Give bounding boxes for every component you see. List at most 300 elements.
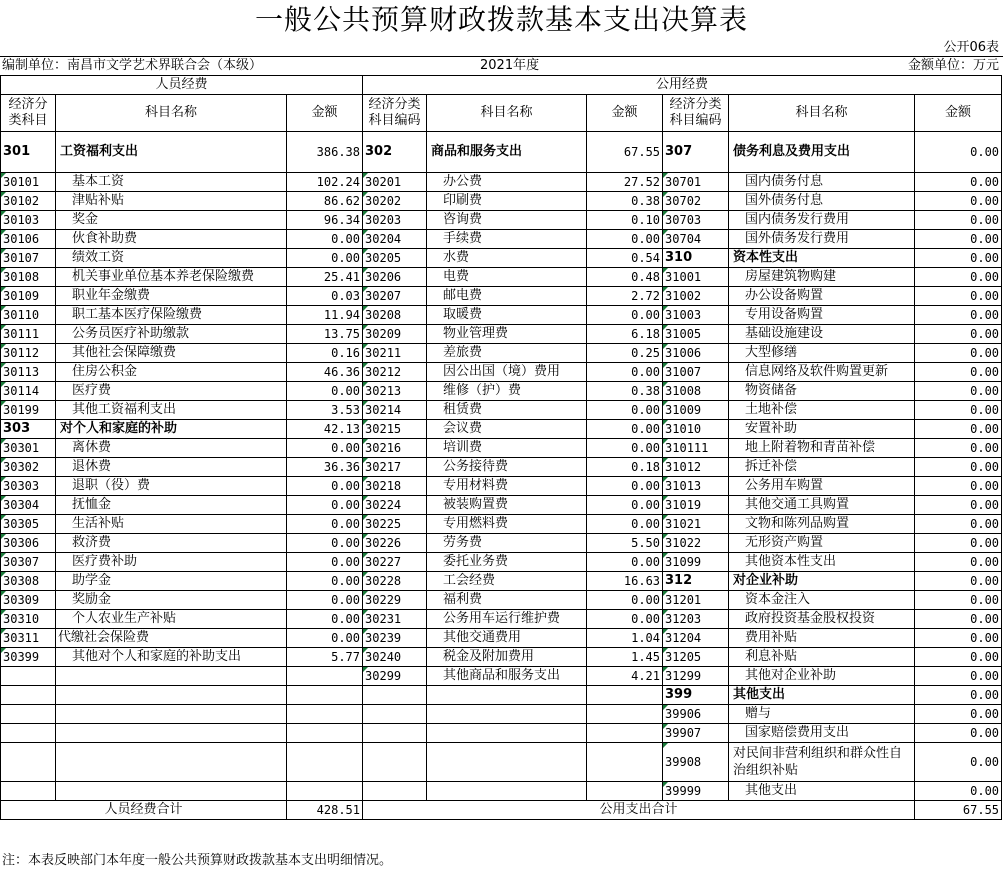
amount-cell: 0.54 [587, 249, 663, 268]
amount-cell: 0.00 [915, 211, 1002, 230]
name-cell: 机关事业单位基本养老保险缴费 [56, 268, 287, 287]
amount-cell: 0.00 [287, 553, 363, 572]
name-cell: 水费 [427, 249, 587, 268]
code-cell: 30301 [1, 439, 56, 458]
code-cell: 307 [663, 132, 729, 173]
name-cell: 奖金 [56, 211, 287, 230]
amount-cell: 0.10 [587, 211, 663, 230]
code-cell: 31204 [663, 629, 729, 648]
table-row [1, 268, 1002, 287]
amount-cell: 1.04 [587, 629, 663, 648]
code-cell: 30199 [1, 401, 56, 420]
name-cell: 个人农业生产补贴 [56, 610, 287, 629]
code-cell: 310111 [663, 439, 729, 458]
code-cell [1, 782, 56, 801]
amount-cell: 0.03 [287, 287, 363, 306]
col-header-amount: 金额 [915, 95, 1002, 132]
amount-cell: 0.25 [587, 344, 663, 363]
public-total-label: 公用支出合计 [363, 801, 915, 820]
amount-cell: 0.00 [287, 515, 363, 534]
code-cell: 30310 [1, 610, 56, 629]
code-cell: 30208 [363, 306, 427, 325]
amount-cell: 0.00 [287, 477, 363, 496]
amount-cell: 27.52 [587, 173, 663, 192]
name-cell: 绩效工资 [56, 249, 287, 268]
name-cell: 差旅费 [427, 344, 587, 363]
code-cell: 30302 [1, 458, 56, 477]
name-cell: 物资储备 [729, 382, 915, 401]
amount-cell: 0.00 [587, 439, 663, 458]
name-cell [427, 743, 587, 782]
code-cell: 30399 [1, 648, 56, 667]
code-cell: 30309 [1, 591, 56, 610]
amount-cell: 0.00 [287, 610, 363, 629]
code-cell: 31008 [663, 382, 729, 401]
code-cell [363, 782, 427, 801]
code-cell: 30206 [363, 268, 427, 287]
name-cell: 土地补偿 [729, 401, 915, 420]
amount-cell: 0.00 [587, 230, 663, 249]
amount-cell: 25.41 [287, 268, 363, 287]
code-cell: 30308 [1, 572, 56, 591]
name-cell: 维修（护）费 [427, 382, 587, 401]
amount-cell: 0.00 [915, 249, 1002, 268]
amount-cell: 0.00 [915, 667, 1002, 686]
code-cell: 31021 [663, 515, 729, 534]
code-cell: 39907 [663, 724, 729, 743]
code-cell: 31006 [663, 344, 729, 363]
amount-cell: 0.00 [587, 610, 663, 629]
name-cell: 信息网络及软件购置更新 [729, 363, 915, 382]
code-cell: 30114 [1, 382, 56, 401]
code-cell: 30305 [1, 515, 56, 534]
table-row [1, 553, 1002, 572]
amount-cell: 96.34 [287, 211, 363, 230]
amount-cell [587, 686, 663, 705]
personnel-total: 428.51 [287, 801, 363, 820]
amount-cell: 102.24 [287, 173, 363, 192]
code-cell: 30239 [363, 629, 427, 648]
code-cell: 30211 [363, 344, 427, 363]
amount-cell: 36.36 [287, 458, 363, 477]
amount-cell: 0.00 [287, 439, 363, 458]
amount-cell: 4.21 [587, 667, 663, 686]
table-row [1, 648, 1002, 667]
amount-cell: 1.45 [587, 648, 663, 667]
name-cell: 培训费 [427, 439, 587, 458]
amount-cell: 0.00 [915, 515, 1002, 534]
code-cell: 31010 [663, 420, 729, 439]
col-header-code: 经济分类科目编码 [663, 95, 729, 132]
name-cell: 国外债务付息 [729, 192, 915, 211]
amount-cell: 0.48 [587, 268, 663, 287]
code-cell [363, 743, 427, 782]
table-row [1, 230, 1002, 249]
table-row [1, 591, 1002, 610]
name-cell: 邮电费 [427, 287, 587, 306]
amount-cell: 0.00 [915, 382, 1002, 401]
expenditure-table [0, 75, 1002, 820]
col-header-code: 经济分类科目编码 [363, 95, 427, 132]
name-cell: 医疗费 [56, 382, 287, 401]
code-cell: 30108 [1, 268, 56, 287]
table-row [1, 401, 1002, 420]
money-unit: 金额单位：万元 [907, 58, 999, 73]
name-cell: 工会经费 [427, 572, 587, 591]
code-cell: 303 [1, 420, 56, 439]
table-row [1, 629, 1002, 648]
table-row [1, 439, 1002, 458]
name-cell: 助学金 [56, 572, 287, 591]
code-cell [363, 724, 427, 743]
code-cell: 31012 [663, 458, 729, 477]
name-cell: 国外债务发行费用 [729, 230, 915, 249]
table-row [1, 743, 1002, 782]
code-cell: 31299 [663, 667, 729, 686]
code-cell: 30217 [363, 458, 427, 477]
code-cell: 30240 [363, 648, 427, 667]
name-cell: 伙食补助费 [56, 230, 287, 249]
name-cell: 奖励金 [56, 591, 287, 610]
name-cell [56, 667, 287, 686]
amount-cell: 0.00 [915, 553, 1002, 572]
name-cell: 其他支出 [729, 782, 915, 801]
amount-cell [287, 667, 363, 686]
amount-cell: 0.00 [587, 477, 663, 496]
amount-cell: 0.00 [587, 496, 663, 515]
name-cell: 电费 [427, 268, 587, 287]
table-row [1, 458, 1002, 477]
code-cell: 30102 [1, 192, 56, 211]
code-cell: 31205 [663, 648, 729, 667]
amount-cell: 42.13 [287, 420, 363, 439]
amount-cell: 0.00 [915, 572, 1002, 591]
public-total: 67.55 [915, 801, 1002, 820]
name-cell: 对民间非营利组织和群众性自治组织补贴 [729, 743, 915, 782]
amount-cell: 386.38 [287, 132, 363, 173]
code-cell: 30203 [363, 211, 427, 230]
code-cell: 31007 [663, 363, 729, 382]
amount-cell: 0.16 [287, 344, 363, 363]
code-cell: 30202 [363, 192, 427, 211]
table-row [1, 382, 1002, 401]
name-cell: 公务接待费 [427, 458, 587, 477]
name-cell [427, 724, 587, 743]
amount-cell: 16.63 [587, 572, 663, 591]
table-row [1, 477, 1002, 496]
table-row [1, 705, 1002, 724]
name-cell: 资本金注入 [729, 591, 915, 610]
amount-cell: 0.00 [915, 534, 1002, 553]
name-cell: 其他交通费用 [427, 629, 587, 648]
name-cell: 生活补贴 [56, 515, 287, 534]
amount-cell: 67.55 [587, 132, 663, 173]
name-cell: 其他商品和服务支出 [427, 667, 587, 686]
code-cell: 30224 [363, 496, 427, 515]
name-cell: 其他对个人和家庭的补助支出 [56, 648, 287, 667]
amount-cell: 0.00 [915, 686, 1002, 705]
code-cell: 30103 [1, 211, 56, 230]
name-cell: 住房公积金 [56, 363, 287, 382]
code-cell: 30702 [663, 192, 729, 211]
name-cell: 拆迁补偿 [729, 458, 915, 477]
name-cell: 国家赔偿费用支出 [729, 724, 915, 743]
amount-cell: 0.00 [587, 306, 663, 325]
name-cell: 大型修缮 [729, 344, 915, 363]
amount-cell: 0.00 [587, 515, 663, 534]
code-cell [1, 667, 56, 686]
code-cell: 399 [663, 686, 729, 705]
name-cell [56, 686, 287, 705]
name-cell: 房屋建筑物购建 [729, 268, 915, 287]
amount-cell: 6.18 [587, 325, 663, 344]
code-cell: 39999 [663, 782, 729, 801]
name-cell: 委托业务费 [427, 553, 587, 572]
name-cell [56, 705, 287, 724]
page-title: 一般公共预算财政拨款基本支出决算表 [254, 3, 748, 36]
name-cell: 基本工资 [56, 173, 287, 192]
name-cell: 代缴社会保险费 [56, 629, 287, 648]
table-row [1, 344, 1002, 363]
table-row [1, 610, 1002, 629]
code-cell: 30204 [363, 230, 427, 249]
name-cell: 专用材料费 [427, 477, 587, 496]
footnote: 注：本表反映部门本年度一般公共预算财政拨款基本支出明细情况。 [2, 853, 393, 868]
col-header-name: 科目名称 [56, 95, 287, 132]
name-cell [427, 782, 587, 801]
amount-cell: 0.00 [287, 230, 363, 249]
code-cell: 31003 [663, 306, 729, 325]
name-cell: 职业年金缴费 [56, 287, 287, 306]
amount-cell [287, 705, 363, 724]
meta-row [0, 56, 1003, 75]
code-cell: 30111 [1, 325, 56, 344]
name-cell: 劳务费 [427, 534, 587, 553]
name-cell: 手续费 [427, 230, 587, 249]
table-row [1, 173, 1002, 192]
name-cell: 津贴补贴 [56, 192, 287, 211]
amount-cell: 0.00 [915, 610, 1002, 629]
code-cell: 30109 [1, 287, 56, 306]
code-cell: 30106 [1, 230, 56, 249]
code-cell [1, 724, 56, 743]
name-cell: 对个人和家庭的补助 [56, 420, 287, 439]
code-cell: 31002 [663, 287, 729, 306]
amount-cell: 0.00 [915, 591, 1002, 610]
name-cell: 利息补贴 [729, 648, 915, 667]
amount-cell: 3.53 [287, 401, 363, 420]
amount-cell: 0.00 [915, 173, 1002, 192]
name-cell: 工资福利支出 [56, 132, 287, 173]
amount-cell: 0.00 [587, 420, 663, 439]
name-cell: 政府投资基金股权投资 [729, 610, 915, 629]
code-cell: 30112 [1, 344, 56, 363]
name-cell: 税金及附加费用 [427, 648, 587, 667]
name-cell: 安置补助 [729, 420, 915, 439]
amount-cell: 0.00 [915, 629, 1002, 648]
code-cell: 30299 [363, 667, 427, 686]
code-cell: 31005 [663, 325, 729, 344]
amount-cell: 0.00 [915, 439, 1002, 458]
code-cell: 30303 [1, 477, 56, 496]
name-cell: 因公出国（境）费用 [427, 363, 587, 382]
name-cell: 其他工资福利支出 [56, 401, 287, 420]
amount-cell: 0.00 [915, 401, 1002, 420]
amount-cell: 2.72 [587, 287, 663, 306]
name-cell: 公务员医疗补助缴款 [56, 325, 287, 344]
table-row [1, 782, 1002, 801]
table-row [1, 515, 1002, 534]
name-cell: 会议费 [427, 420, 587, 439]
code-cell: 31019 [663, 496, 729, 515]
code-cell: 30701 [663, 173, 729, 192]
code-cell: 30304 [1, 496, 56, 515]
table-row [1, 686, 1002, 705]
amount-cell: 0.00 [587, 553, 663, 572]
amount-cell: 0.38 [587, 382, 663, 401]
amount-cell: 13.75 [287, 325, 363, 344]
col-header-name: 科目名称 [729, 95, 915, 132]
table-row [1, 534, 1002, 553]
code-cell: 31001 [663, 268, 729, 287]
code-cell [1, 705, 56, 724]
table-row [1, 211, 1002, 230]
name-cell: 其他交通工具购置 [729, 496, 915, 515]
name-cell [56, 782, 287, 801]
table-row [1, 287, 1002, 306]
amount-cell: 0.00 [915, 420, 1002, 439]
name-cell: 医疗费补助 [56, 553, 287, 572]
name-cell: 其他资本性支出 [729, 553, 915, 572]
code-cell: 30207 [363, 287, 427, 306]
code-cell: 310 [663, 249, 729, 268]
amount-cell: 0.00 [915, 325, 1002, 344]
amount-cell [287, 743, 363, 782]
amount-cell: 0.00 [915, 306, 1002, 325]
code-cell: 31099 [663, 553, 729, 572]
code-cell: 31203 [663, 610, 729, 629]
name-cell [56, 724, 287, 743]
name-cell: 赠与 [729, 705, 915, 724]
col-header-name: 科目名称 [427, 95, 587, 132]
amount-cell: 0.00 [915, 192, 1002, 211]
name-cell: 退休费 [56, 458, 287, 477]
name-cell: 其他对企业补助 [729, 667, 915, 686]
amount-cell: 5.50 [587, 534, 663, 553]
name-cell: 债务利息及费用支出 [729, 132, 915, 173]
name-cell: 公务用车运行维护费 [427, 610, 587, 629]
code-cell: 30110 [1, 306, 56, 325]
amount-cell: 0.00 [287, 382, 363, 401]
name-cell: 离休费 [56, 439, 287, 458]
code-cell: 39908 [663, 743, 729, 782]
code-cell: 30212 [363, 363, 427, 382]
name-cell: 资本性支出 [729, 249, 915, 268]
name-cell: 被装购置费 [427, 496, 587, 515]
amount-cell: 11.94 [287, 306, 363, 325]
name-cell: 公务用车购置 [729, 477, 915, 496]
amount-cell: 0.00 [287, 496, 363, 515]
amount-cell [587, 724, 663, 743]
code-cell [1, 686, 56, 705]
group-header-personnel: 人员经费 [1, 76, 363, 95]
amount-cell: 0.00 [915, 496, 1002, 515]
code-cell: 30216 [363, 439, 427, 458]
amount-cell: 5.77 [287, 648, 363, 667]
code-cell: 30703 [663, 211, 729, 230]
amount-cell: 0.00 [915, 743, 1002, 782]
fiscal-year: 2021年度 [480, 58, 540, 73]
code-cell: 30228 [363, 572, 427, 591]
code-cell: 30213 [363, 382, 427, 401]
name-cell: 福利费 [427, 591, 587, 610]
amount-cell: 0.00 [915, 477, 1002, 496]
amount-cell: 0.00 [287, 629, 363, 648]
code-cell: 301 [1, 132, 56, 173]
amount-cell: 0.00 [587, 363, 663, 382]
name-cell: 办公费 [427, 173, 587, 192]
amount-cell: 0.00 [287, 572, 363, 591]
amount-cell: 0.00 [915, 132, 1002, 173]
table-row [1, 724, 1002, 743]
amount-cell: 0.18 [587, 458, 663, 477]
amount-cell: 0.00 [287, 591, 363, 610]
amount-cell: 0.00 [287, 534, 363, 553]
amount-cell [287, 782, 363, 801]
amount-cell: 0.38 [587, 192, 663, 211]
total-row [1, 801, 1002, 820]
col-header-code: 经济分类科目 [1, 95, 56, 132]
name-cell: 物业管理费 [427, 325, 587, 344]
code-cell: 30218 [363, 477, 427, 496]
amount-cell: 0.00 [915, 344, 1002, 363]
amount-cell: 0.00 [587, 401, 663, 420]
table-row [1, 496, 1002, 515]
code-cell [363, 705, 427, 724]
table-row [1, 132, 1002, 173]
name-cell: 地上附着物和青苗补偿 [729, 439, 915, 458]
group-header-public: 公用经费 [363, 76, 1002, 95]
code-cell: 31201 [663, 591, 729, 610]
code-cell: 30231 [363, 610, 427, 629]
amount-cell: 0.00 [915, 705, 1002, 724]
name-cell: 其他支出 [729, 686, 915, 705]
code-cell: 31022 [663, 534, 729, 553]
name-cell: 印刷费 [427, 192, 587, 211]
table-row [1, 249, 1002, 268]
col-header-amount: 金额 [287, 95, 363, 132]
code-cell: 302 [363, 132, 427, 173]
code-cell: 39906 [663, 705, 729, 724]
code-cell [363, 686, 427, 705]
name-cell: 费用补贴 [729, 629, 915, 648]
code-cell: 30107 [1, 249, 56, 268]
table-row [1, 420, 1002, 439]
name-cell: 基础设施建设 [729, 325, 915, 344]
code-cell: 30306 [1, 534, 56, 553]
amount-cell: 0.00 [587, 591, 663, 610]
table-row [1, 192, 1002, 211]
name-cell: 其他社会保障缴费 [56, 344, 287, 363]
amount-cell [587, 705, 663, 724]
code-cell: 30215 [363, 420, 427, 439]
name-cell: 国内债务付息 [729, 173, 915, 192]
table-row [1, 306, 1002, 325]
amount-cell: 0.00 [915, 363, 1002, 382]
table-row [1, 363, 1002, 382]
table-row [1, 572, 1002, 591]
name-cell: 对企业补助 [729, 572, 915, 591]
